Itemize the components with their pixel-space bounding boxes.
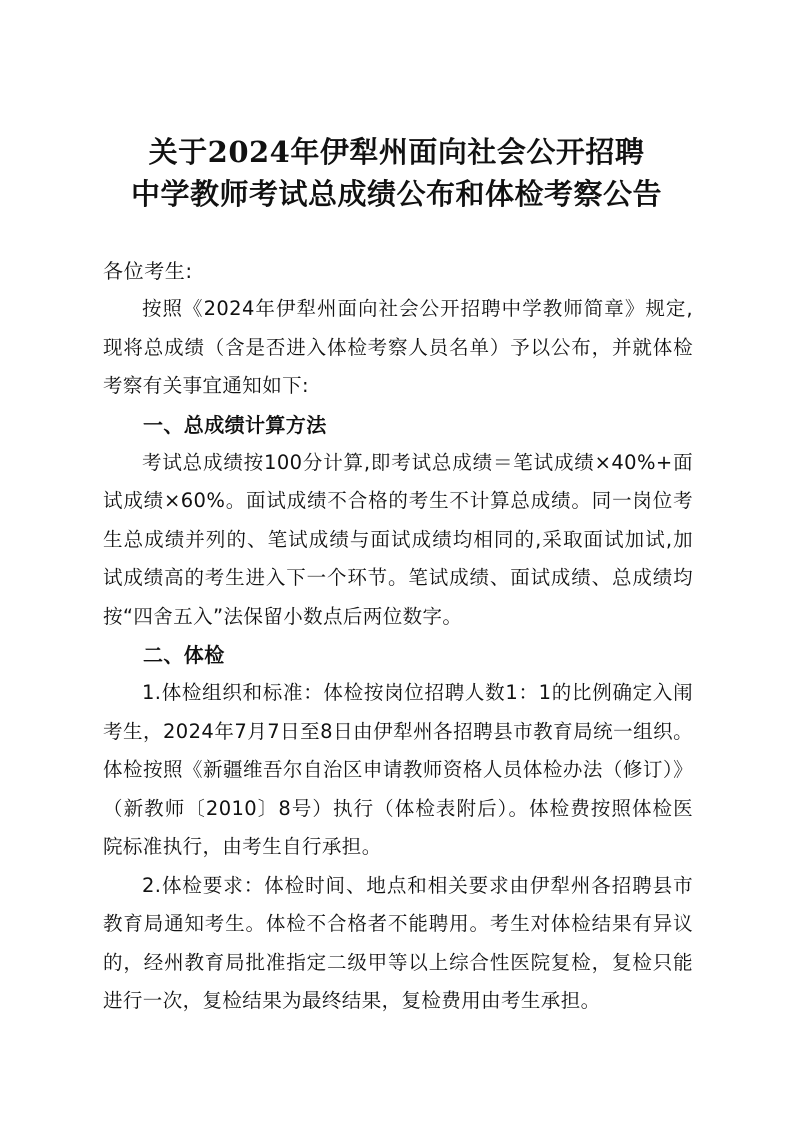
section1-heading: 一、总成绩计算方法 — [143, 412, 327, 437]
document-body — [103, 290, 693, 1021]
document-title-line1: 关于2024年伊犁州面向社会公开招聘 — [148, 135, 645, 169]
section1-paragraph: 考试总成绩按100分计算,即考试总成绩＝笔试成绩×40%+面试成绩×60%。面试成绩不合格的考生不计算总成绩。同一岗位考生总成绩并列的、笔试成绩与面试成绩均相同的,采取面试加试,加试成绩高的考生进入下一个环节。笔试成绩、面试成绩、总成绩均按“四舍五入”法保留小数点后两位数字。 — [103, 450, 693, 628]
section2-heading: 二、体检 — [143, 643, 225, 667]
intro-paragraph: 按照《2024年伊犁州面向社会公开招聘中学教师简章》规定,现将总成绩（含是否进入体检考察人员名单）予以公布，并就体检考察有关事宜通知如下: — [103, 297, 693, 397]
section2-item1-paragraph: 1.体检组织和标准：体检按岗位招聘人数1：1的比例确定入闱考生，2024年7月7日至8日由伊犁州各招聘县市教育局统一组织。体检按照《新疆维吾尔自治区申请教师资格人员体检办法（修订）》（新教师〔2010〕8号）执行（体检表附后）。体检费按照体检医院标准执行，由考生自行承担。 — [103, 681, 693, 858]
section2-item2-paragraph: 2.体检要求：体检时间、地点和相关要求由伊犁州各招聘县市教育局通知考生。体检不合格者不能聘用。考生对体检结果有异议的，经州教育局批准指定二级甲等以上综合性医院复检，复检只能进行一次，复检结果为最终结果，复检费用由考生承担。 — [103, 873, 693, 1012]
salutation: 各位考生: — [103, 259, 193, 283]
document-title-line2: 中学教师考试总成绩公布和体检考察公告 — [130, 177, 662, 211]
